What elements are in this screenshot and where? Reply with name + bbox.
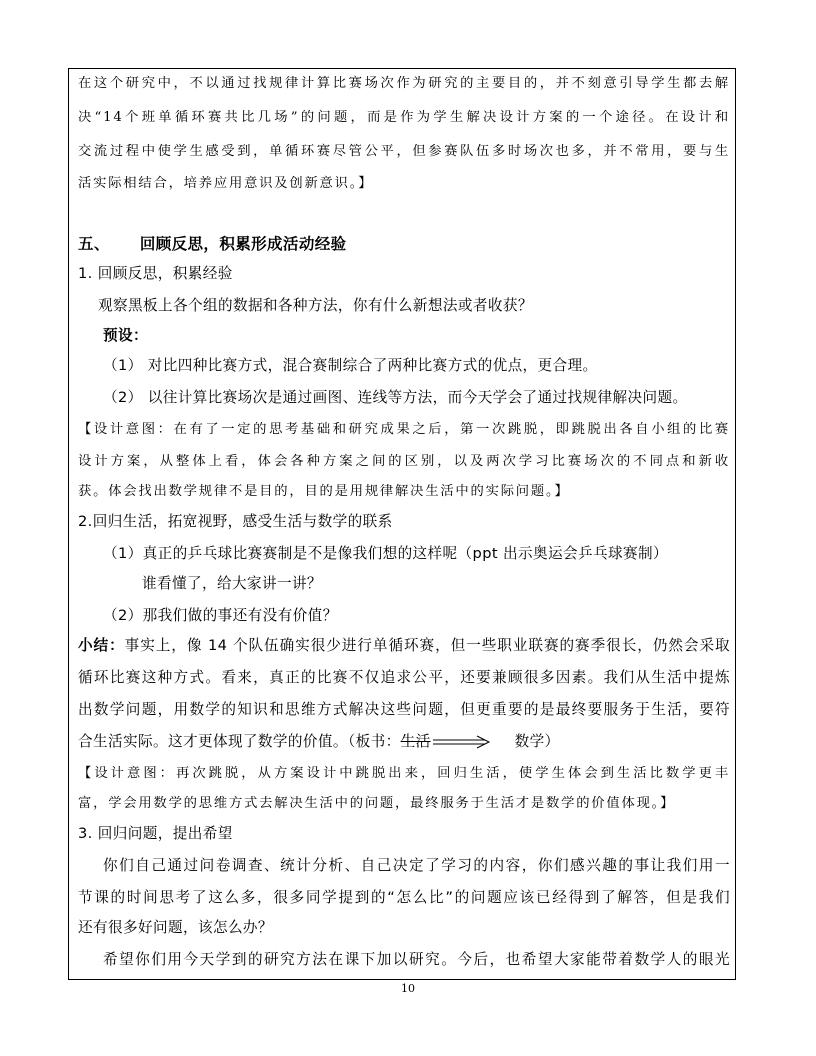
board-word-math: 数学 [514, 733, 545, 750]
paragraph-line: 交流过程中使学生感受到，单循环赛尽管公平，但参赛队伍多时场次也多，并不常用，要与生 [78, 144, 730, 159]
design-intent-line: 设计方案，从整体上看，体会各种方案之间的区别，以及两次学习比赛场次的不同点和新收 [78, 454, 730, 469]
summary-label: 小结： [78, 637, 125, 654]
summary-line: 循环比赛这种方式。看来，真正的比赛不仅追求公平，还要兼顾很多因素。我们从生活中提炼 [78, 669, 730, 686]
summary-line: 出数学问题，用数学的知识和思维方式解决这些问题，但更重要的是最终要服务于生活，要符 [78, 701, 730, 718]
section-heading [78, 234, 730, 254]
body-line: 还有很多好问题，该怎么办？ [78, 919, 273, 936]
section-number: 五、 [78, 235, 110, 253]
preset-label: 预设： [103, 327, 148, 344]
subheading: 2.回归生活，拓宽视野，感受生活与数学的联系 [78, 513, 393, 530]
body-line: 你们自己通过问卷调查、统计分析、自己决定了学习的内容，你们感兴趣的事让我们用一 [103, 857, 730, 874]
subheading: 1. 回顾反思，积累经验 [78, 265, 233, 282]
body-line: （1）真正的乒乓球比赛赛制是不是像我们想的这样呢（ppt 出示奥运会乒乓球赛制） [103, 545, 668, 562]
body-line: 谁看懂了，给大家讲一讲？ [142, 575, 322, 592]
summary-line: 合生活实际。这才更体现了数学的价值。（板书：生活 数学） [78, 733, 560, 750]
design-intent-line: 富，学会用数学的思维方式去解决生活中的问题，最终服务于生活才是数学的价值体现。】 [78, 796, 676, 811]
arrow-icon [433, 735, 491, 749]
design-intent-line: 【设计意图：再次跳脱，从方案设计中跳脱出来，回归生活，使学生体会到生活比数学更丰 [78, 766, 730, 781]
section-title: 回顾反思，积累形成活动经验 [139, 235, 347, 253]
design-intent-line: 获。体会找出数学规律不是目的，目的是用规律解决生活中的实际问题。】 [78, 484, 570, 499]
body-line: 观察黑板上各个组的数据和各种方法，你有什么新想法或者收获？ [98, 297, 533, 314]
subheading: 3. 回归问题，提出希望 [78, 825, 233, 842]
paragraph-line: 决“14个班单循环赛共比几场”的问题，而是作为学生解决设计方案的一个途径。在设计和 [78, 110, 730, 125]
paragraph-line: 活实际相结合，培养应用意识及创新意识。】 [78, 176, 374, 191]
body-line: 节课的时间思考了这么多，很多同学提到的“怎么比”的问题应该已经得到了解答，但是我们 [78, 889, 730, 906]
page-number: 10 [401, 982, 415, 995]
summary-line: 小结：事实上，像 14 个队伍确实很少进行单循环赛，但一些职业联赛的赛季很长，仍然会采取 [78, 637, 730, 654]
preset-item: （2） 以往计算比赛场次是通过画图、连线等方法，而今天学会了通过找规律解决问题。 [103, 389, 688, 406]
board-word-life: 生活 [400, 733, 431, 750]
design-intent-line: 【设计意图：在有了一定的思考基础和研究成果之后，第一次跳脱，即跳脱出各自小组的比赛 [78, 422, 730, 437]
paragraph-line: 在这个研究中，不以通过找规律计算比赛场次作为研究的主要目的，并不刻意引导学生都去解 [78, 76, 730, 91]
body-line: （2）那我们做的事还有没有价值？ [103, 607, 338, 624]
preset-item: （1） 对比四种比赛方式，混合赛制综合了两种比赛方式的优点，更合理。 [103, 357, 598, 374]
body-line: 希望你们用今天学到的研究方法在课下加以研究。今后，也希望大家能带着数学人的眼光 [103, 951, 730, 968]
